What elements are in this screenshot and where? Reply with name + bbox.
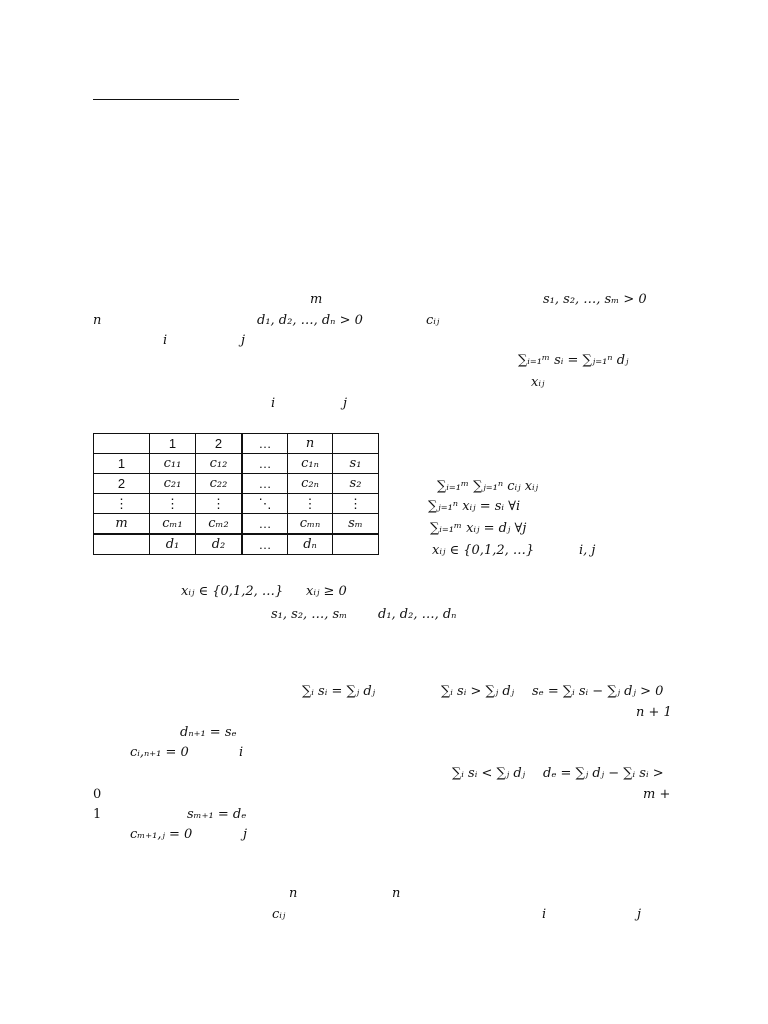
index-i-2: i — [271, 396, 276, 411]
demand-list: d₁, d₂, …, dₙ > 0 — [257, 313, 363, 328]
index-j-4: j — [637, 907, 642, 922]
table-cell: n — [288, 434, 333, 454]
table-cell: c₁₂ — [196, 454, 243, 474]
index-j-3: j — [243, 827, 248, 842]
supply-list: s₁, s₂, …, sₘ > 0 — [543, 292, 647, 307]
assignment-cost: cᵢⱼ — [272, 907, 286, 922]
dummy-demand: dₙ₊₁ = sₑ — [180, 725, 237, 740]
index-i-4: i — [542, 907, 547, 922]
cost-symbol: cᵢⱼ — [426, 313, 440, 328]
dummy-source-cost: cₘ₊₁,ⱼ = 0 — [130, 827, 193, 842]
demand-constraint: ∑ᵢ₌₁ᵐ xᵢⱼ = dⱼ ∀j — [430, 521, 527, 536]
table-cell — [94, 534, 150, 555]
integrality-constraint: xᵢⱼ ∈ {0,1,2, …} — [432, 543, 535, 558]
assignment-n-1: n — [289, 886, 298, 901]
table-cell: s₁ — [333, 454, 379, 474]
dummy-sink-cost: cᵢ,ₙ₊₁ = 0 — [130, 745, 189, 760]
index-i: i — [163, 333, 168, 348]
table-cell: c₂₂ — [196, 474, 243, 494]
table-row — [94, 454, 379, 474]
table-row — [94, 494, 379, 514]
constraint-indices: i, j — [579, 543, 596, 558]
table-cell: dₙ — [288, 534, 333, 555]
zero-value: 0 — [93, 787, 102, 802]
table-cell: 1 — [150, 434, 196, 454]
objective-function: ∑ᵢ₌₁ᵐ ∑ⱼ₌₁ⁿ cᵢⱼ xᵢⱼ — [437, 479, 539, 494]
table-cell: s₂ — [333, 474, 379, 494]
transportation-tableau — [93, 433, 379, 555]
table-cell: m — [94, 514, 150, 535]
table-cell: cₘ₁ — [150, 514, 196, 535]
supply-list-2: s₁, s₂, …, sₘ — [271, 607, 348, 622]
demand-list-2: d₁, d₂, …, dₙ — [378, 607, 457, 622]
table-cell: ⋮ — [288, 494, 333, 514]
table-cell: … — [242, 434, 288, 454]
table-cell: d₂ — [196, 534, 243, 555]
table-cell: … — [242, 534, 288, 555]
table-cell: 1 — [94, 454, 150, 474]
footnote-rule — [93, 99, 239, 100]
table-cell: 2 — [196, 434, 243, 454]
table-cell — [333, 434, 379, 454]
table-cell: sₘ — [333, 514, 379, 535]
table-cell: ⋮ — [94, 494, 150, 514]
integer-domain: xᵢⱼ ∈ {0,1,2, …} — [181, 584, 284, 599]
table-row — [94, 434, 379, 454]
table-cell: ⋮ — [150, 494, 196, 514]
table-cell: c₁ₙ — [288, 454, 333, 474]
table-cell: cₘₙ — [288, 514, 333, 535]
table-cell — [94, 434, 150, 454]
table-row — [94, 534, 379, 555]
supply-constraint: ∑ⱼ₌₁ⁿ xᵢⱼ = sᵢ ∀i — [428, 499, 521, 514]
balance-equation: ∑ᵢ₌₁ᵐ sᵢ = ∑ⱼ₌₁ⁿ dⱼ — [518, 353, 629, 368]
dummy-source-index-b: 1 — [93, 807, 102, 822]
table-cell — [333, 534, 379, 555]
balanced-condition: ∑ᵢ sᵢ = ∑ⱼ dⱼ — [302, 684, 376, 699]
table-cell: 2 — [94, 474, 150, 494]
table-cell: … — [242, 514, 288, 535]
table-cell: … — [242, 474, 288, 494]
excess-demand: dₑ = ∑ⱼ dⱼ − ∑ᵢ sᵢ > — [543, 766, 664, 781]
index-i-3: i — [239, 745, 244, 760]
table-row — [94, 474, 379, 494]
table-row — [94, 514, 379, 535]
assignment-n-2: n — [392, 886, 401, 901]
table-cell: ⋮ — [196, 494, 243, 514]
dummy-source-index-a: m + — [643, 787, 671, 802]
decision-variable: xᵢⱼ — [531, 375, 545, 390]
dummy-sink-index: n + 1 — [636, 705, 672, 720]
table-cell: d₁ — [150, 534, 196, 555]
index-j-2: j — [343, 396, 348, 411]
table-cell: ⋱ — [242, 494, 288, 514]
table-cell: c₂ₙ — [288, 474, 333, 494]
table-cell: c₂₁ — [150, 474, 196, 494]
excess-supply-condition: ∑ᵢ sᵢ > ∑ⱼ dⱼ — [441, 684, 515, 699]
table-cell: … — [242, 454, 288, 474]
excess-demand-condition: ∑ᵢ sᵢ < ∑ⱼ dⱼ — [452, 766, 526, 781]
dummy-supply: sₘ₊₁ = dₑ — [187, 807, 247, 822]
num-sources: m — [310, 292, 323, 307]
num-sinks: n — [93, 313, 102, 328]
excess-supply: sₑ = ∑ᵢ sᵢ − ∑ⱼ dⱼ > 0 — [532, 684, 664, 699]
table-cell: c₁₁ — [150, 454, 196, 474]
nonnegativity: xᵢⱼ ≥ 0 — [306, 584, 347, 599]
table-cell: cₘ₂ — [196, 514, 243, 535]
table-cell: ⋮ — [333, 494, 379, 514]
index-j: j — [241, 333, 246, 348]
